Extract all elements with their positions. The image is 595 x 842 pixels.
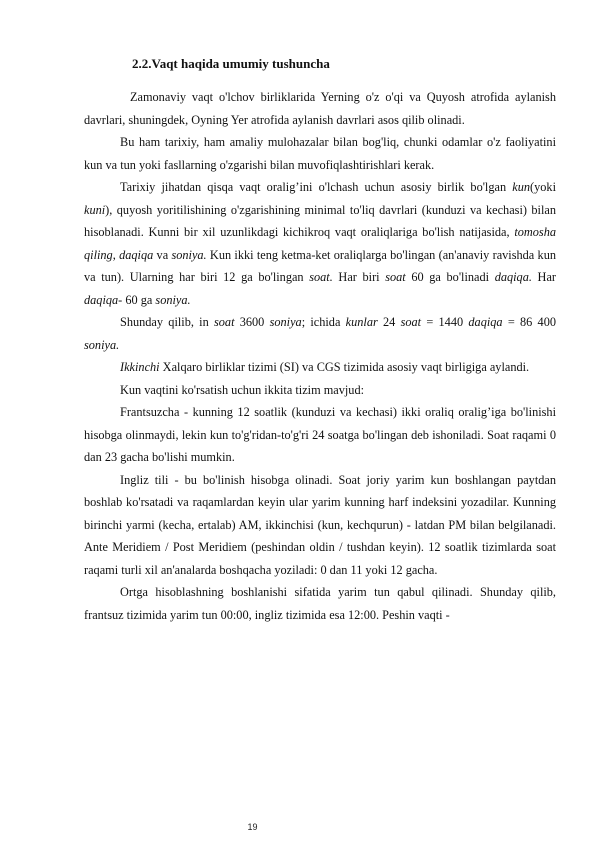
text-run: (yoki	[530, 180, 556, 194]
body-text	[84, 86, 556, 626]
text-run: 3600	[234, 315, 270, 329]
italic-term: daqiqa	[468, 315, 503, 329]
text-run: Har biri	[332, 270, 386, 284]
paragraph-7: Frantsuzcha - kunning 12 soatlik (kunduzi va kechasi) ikki oraliq oralig’iga bo'linishi hisobga olinmaydi, lekin kun to'g'ridan-to'g'ri 24 soatga bo'lingan deb ishoniladi. Soat raqami 0 dan 23 gacha bo'lishi mumkin.	[84, 405, 556, 464]
text-run: ; ichida	[301, 315, 346, 329]
italic-term: daqiqa	[119, 247, 154, 262]
italic-term: soat	[400, 315, 422, 329]
italic-term: soniya.	[171, 247, 207, 262]
text-run: 24	[377, 315, 401, 329]
text-run: ), quyosh yoritilishining o'zgarishining minimal to'liq davrlari (kunduzi va kechasi) bilan hisoblanadi. Kunni bir xil uzunlikdagi kichikroq vaqt oraliqlariga bo'lish natijasida,	[84, 202, 556, 239]
italic-term: soniya.	[155, 292, 191, 307]
paragraph-5	[84, 356, 556, 379]
italic-term: tomosha qiling	[84, 225, 556, 262]
text-run: 60 ga bo'linadi	[405, 270, 495, 284]
paragraph-2: Bu ham tarixiy, ham amaliy mulohazalar bilan bog'liq, chunki odamlar o'z faoliyatini kun va tun yoki fasllarning o'zgarishi bilan muvofiqlashtirishlari kerak.	[84, 135, 556, 172]
italic-term: kunlar	[345, 315, 378, 329]
italic-term: soniya	[269, 315, 302, 329]
italic-term: soat	[385, 270, 406, 284]
text-run: = 1440	[421, 315, 469, 329]
paragraph-4	[84, 311, 556, 356]
text-run: ,	[112, 247, 120, 262]
italic-term: Ikkinchi	[120, 360, 160, 374]
text-run: Xalqaro birliklar tizimi (SI) va CGS tizimida asosiy vaqt birligiga aylandi.	[159, 360, 530, 374]
text-run: va	[153, 247, 172, 262]
paragraph-8: Ingliz tili - bu bo'linish hisobga olinadi. Soat joriy yarim kun boshlangan paytdan boshlab ko'rsatadi va raqamlardan keyin ular yarim kunning harf indeksini yozadilar. Kunning birinchi yarmi (kecha, ertalab) AM, ikkinchisi (kun, kechqurun) - latdan PM bilan belgilanadi. Ante Meridiem / Post Meridiem (peshindan oldin / tushdan keyin). 12 soatlik tizimlarda soat raqami turli xil an'analarda boshqacha yoziladi: 0 dan 11 yoki 12 gacha.	[84, 472, 556, 577]
text-run: Shunday qilib, in	[120, 315, 214, 329]
text-run: Har	[531, 270, 556, 284]
italic-term: kun	[512, 180, 531, 194]
paragraph-1: Zamonaviy vaqt o'lchov birliklarida Yerning o'z o'qi va Quyosh atrofida aylanish davrlari, shuningdek, Oyning Yer atrofida aylanish davrlari asos qilib olinadi.	[84, 90, 556, 127]
italic-term: soat	[213, 315, 235, 329]
text-run: 60 ga	[122, 292, 156, 307]
section-heading: 2.2.Vaqt haqida umumiy tushuncha	[132, 56, 330, 71]
paragraph-6: Kun vaqtini ko'rsatish uchun ikkita tizim mavjud:	[120, 382, 365, 397]
paragraph-3	[84, 176, 556, 311]
italic-term: kuni	[84, 202, 106, 217]
italic-term: daqiqa.	[494, 270, 532, 284]
text-run: = 86 400	[502, 315, 556, 329]
italic-term: soniya.	[84, 337, 120, 352]
italic-term: daqiqa-	[84, 292, 123, 307]
text-run: Kun ikki teng ketma-ket oraliqlarga bo'lingan (an'anaviy ravishda kun va tun). Ularning har biri 12 ga bo'lingan	[84, 247, 556, 284]
page-number: 19	[247, 822, 258, 832]
text-run: Tarixiy jihatdan qisqa vaqt oralig’ini o'lchash uchun asosiy birlik bo'lgan	[120, 180, 513, 194]
italic-term: soat.	[309, 270, 333, 284]
paragraph-9: Ortga hisoblashning boshlanishi sifatida yarim tun qabul qilinadi. Shunday qilib, frantsuz tizimida yarim tun 00:00, ingliz tizimida esa 12:00. Peshin vaqti -	[84, 585, 556, 622]
